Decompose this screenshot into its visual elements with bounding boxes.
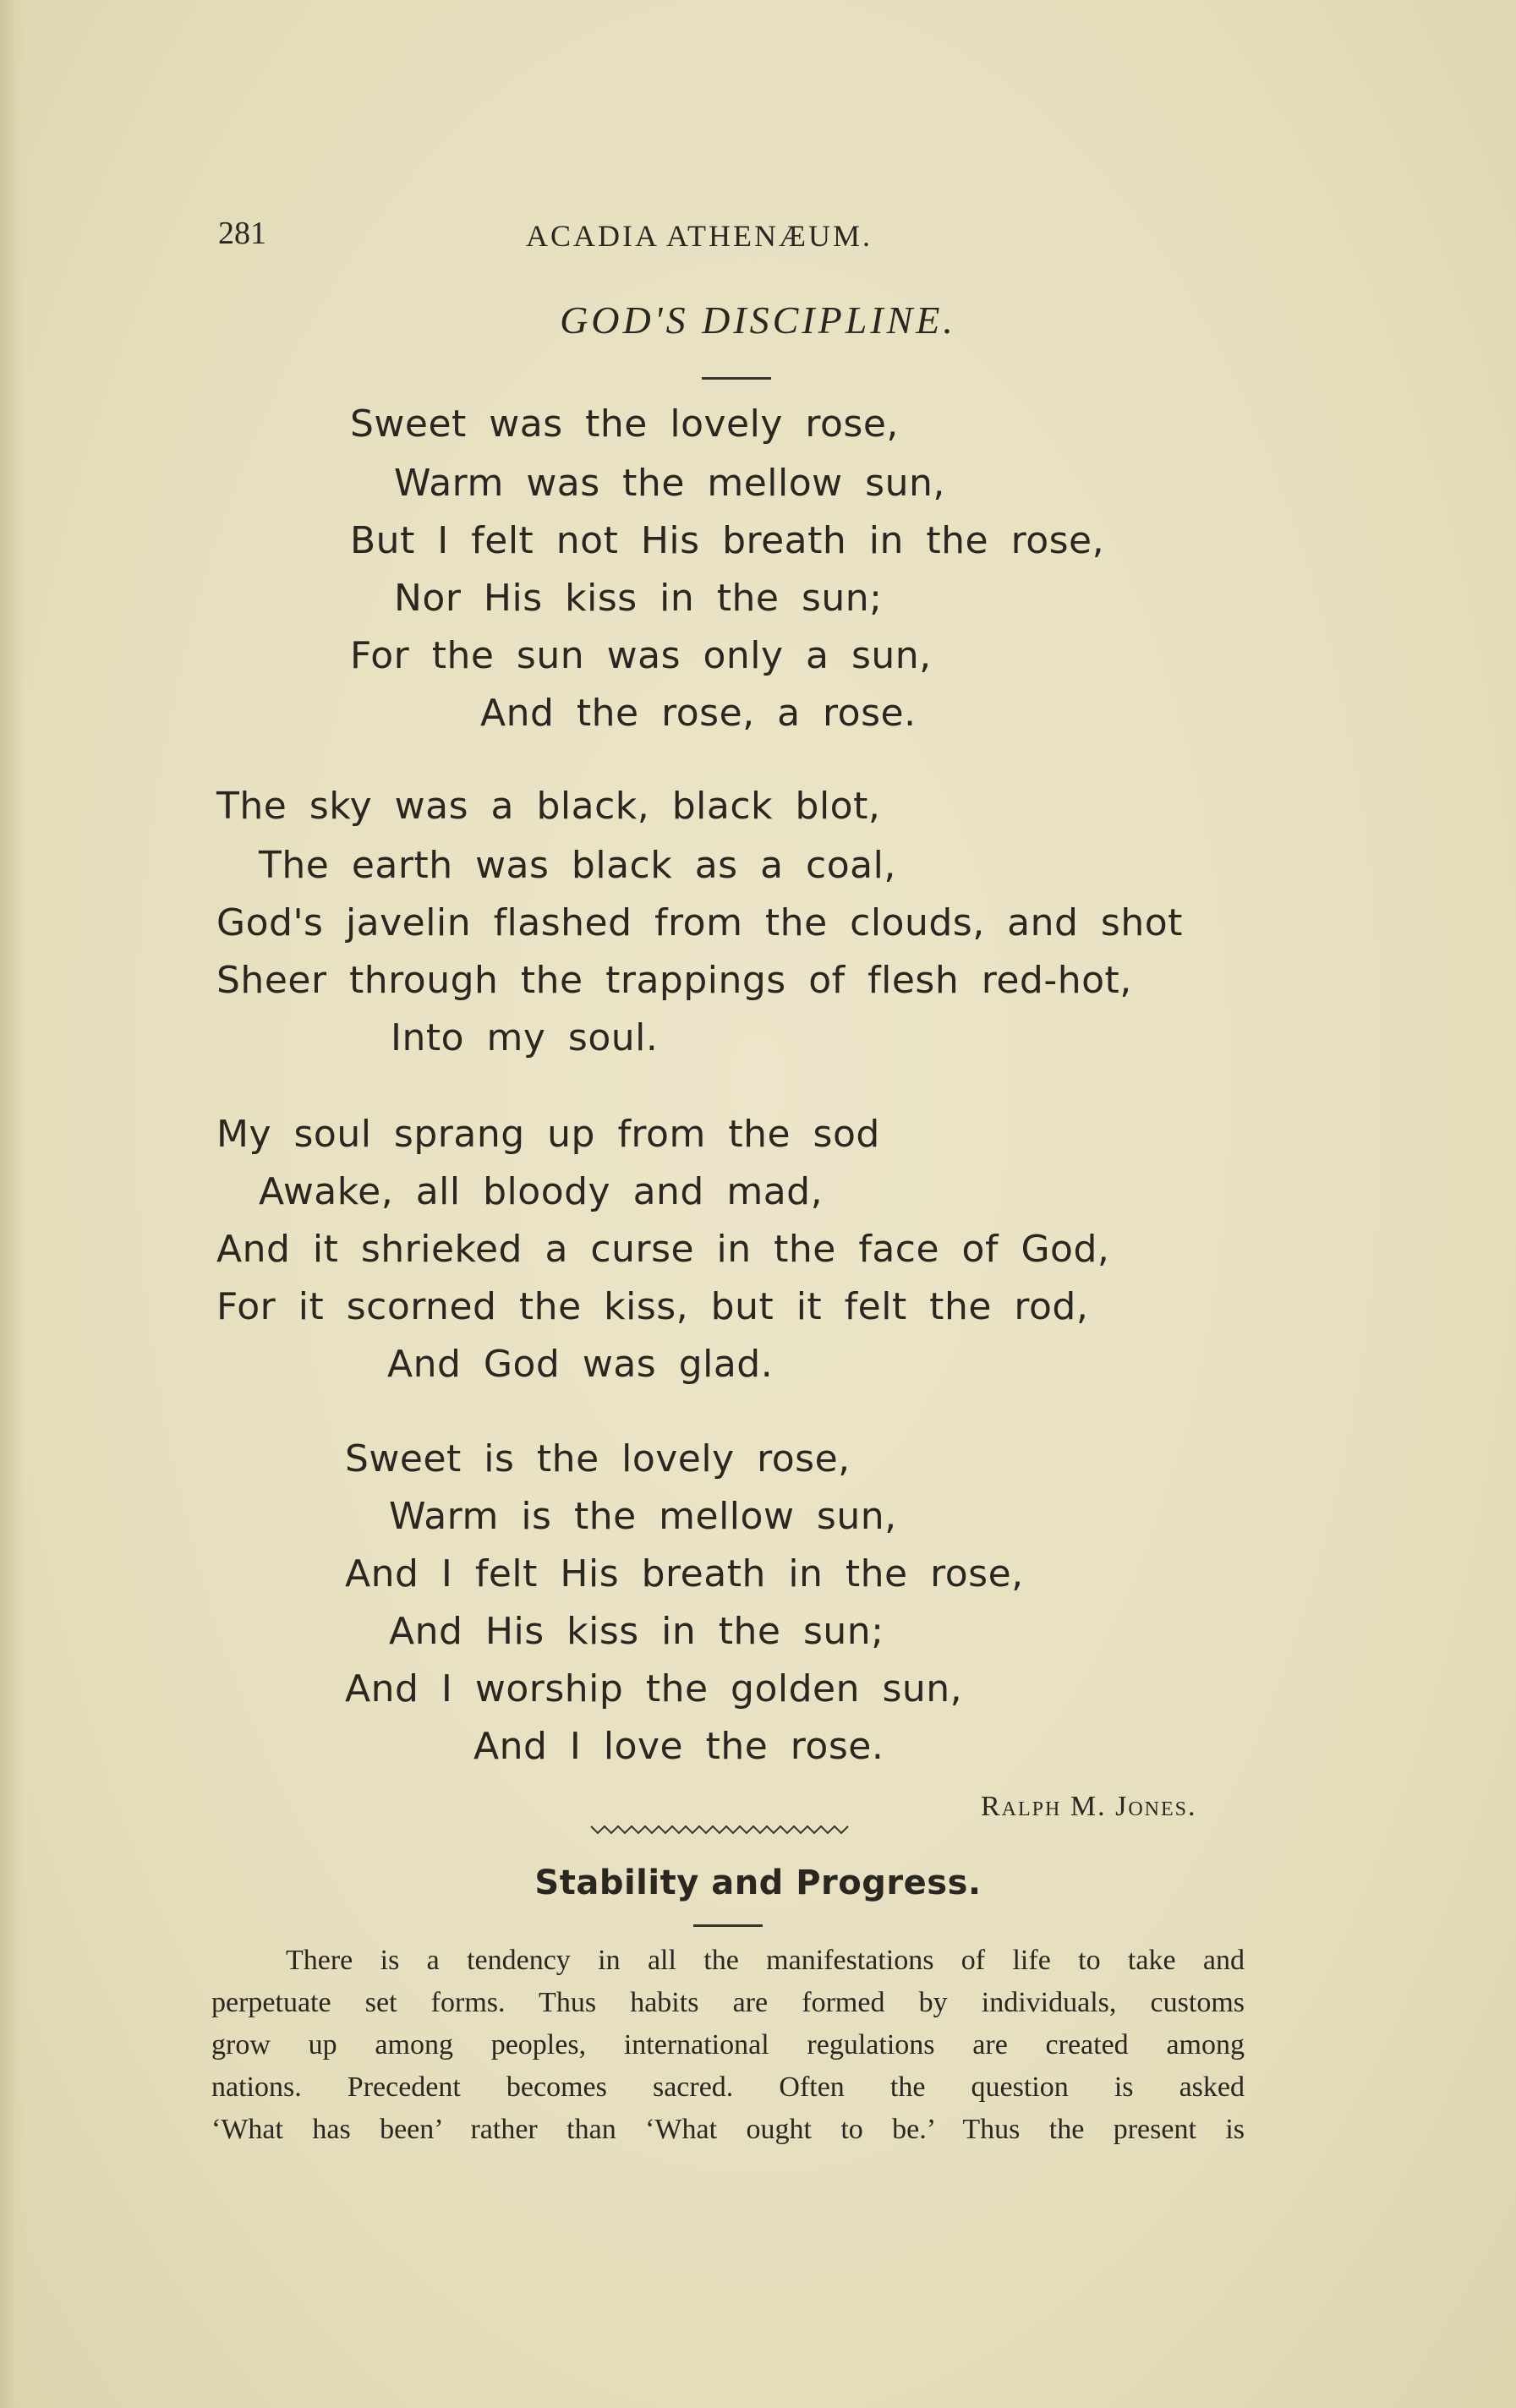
poem-line: Warm is the mellow sun, bbox=[389, 1495, 897, 1538]
running-head bbox=[218, 210, 1064, 260]
poem-line: Sweet was the lovely rose, bbox=[350, 402, 899, 446]
article-title-rule bbox=[693, 1924, 763, 1927]
poem-line: God's javelin flashed from the clouds, and shot bbox=[216, 901, 1183, 944]
article-body-line: grow up among peoples, international regulations are created among bbox=[211, 2029, 1245, 2060]
poem-title-rule bbox=[702, 377, 771, 380]
poem-line: The sky was a black, black blot, bbox=[216, 785, 881, 828]
poem-line: But I felt not His breath in the rose, bbox=[350, 519, 1105, 562]
journal-title: ACADIA ATHENÆUM. bbox=[526, 219, 873, 253]
poem-line: The earth was black as a coal, bbox=[259, 844, 896, 887]
poem-title: GOD'S DISCIPLINE. bbox=[560, 298, 956, 342]
poem-line: For the sun was only a sun, bbox=[350, 634, 932, 677]
poem-line: And God was glad. bbox=[387, 1343, 774, 1386]
article-body-line: perpetuate set forms. Thus habits are formed by individuals, customs bbox=[211, 1987, 1245, 2018]
article-title: Stability and Progress. bbox=[534, 1863, 982, 1902]
poem-line: Sheer through the trappings of flesh red-hot, bbox=[216, 959, 1132, 1002]
poem-line: Into my soul. bbox=[391, 1016, 659, 1059]
poem-line: And I love the rose. bbox=[473, 1725, 884, 1768]
poem-line: Sweet is the lovely rose, bbox=[345, 1437, 851, 1480]
ornamental-divider bbox=[589, 1825, 853, 1835]
poem-line: And I worship the golden sun, bbox=[345, 1667, 963, 1710]
poem-line: For it scorned the kiss, but it felt the rod, bbox=[216, 1285, 1089, 1328]
poem-author: Ralph M. Jones. bbox=[981, 1791, 1197, 1822]
poem-line: Warm was the mellow sun, bbox=[394, 462, 945, 505]
poem-line: Awake, all bloody and mad, bbox=[259, 1170, 824, 1213]
poem-line: Nor His kiss in the sun; bbox=[394, 577, 883, 620]
poem-line: And it shrieked a curse in the face of God, bbox=[216, 1228, 1110, 1271]
poem-line: My soul sprang up from the sod bbox=[216, 1113, 880, 1156]
poem-line: And the rose, a rose. bbox=[480, 692, 917, 735]
article-body-line: There is a tendency in all the manifestations of life to take and bbox=[286, 1945, 1245, 1976]
poem-line: And His kiss in the sun; bbox=[389, 1610, 884, 1653]
page-number: 281 bbox=[218, 216, 266, 251]
article-body-line: ‘What has been’ rather than ‘What ought to be.’ Thus the present is bbox=[211, 2114, 1245, 2145]
page-binding-edge bbox=[0, 0, 25, 2408]
article-body-line: nations. Precedent becomes sacred. Often the question is asked bbox=[211, 2071, 1245, 2103]
poem-line: And I felt His breath in the rose, bbox=[345, 1552, 1024, 1595]
